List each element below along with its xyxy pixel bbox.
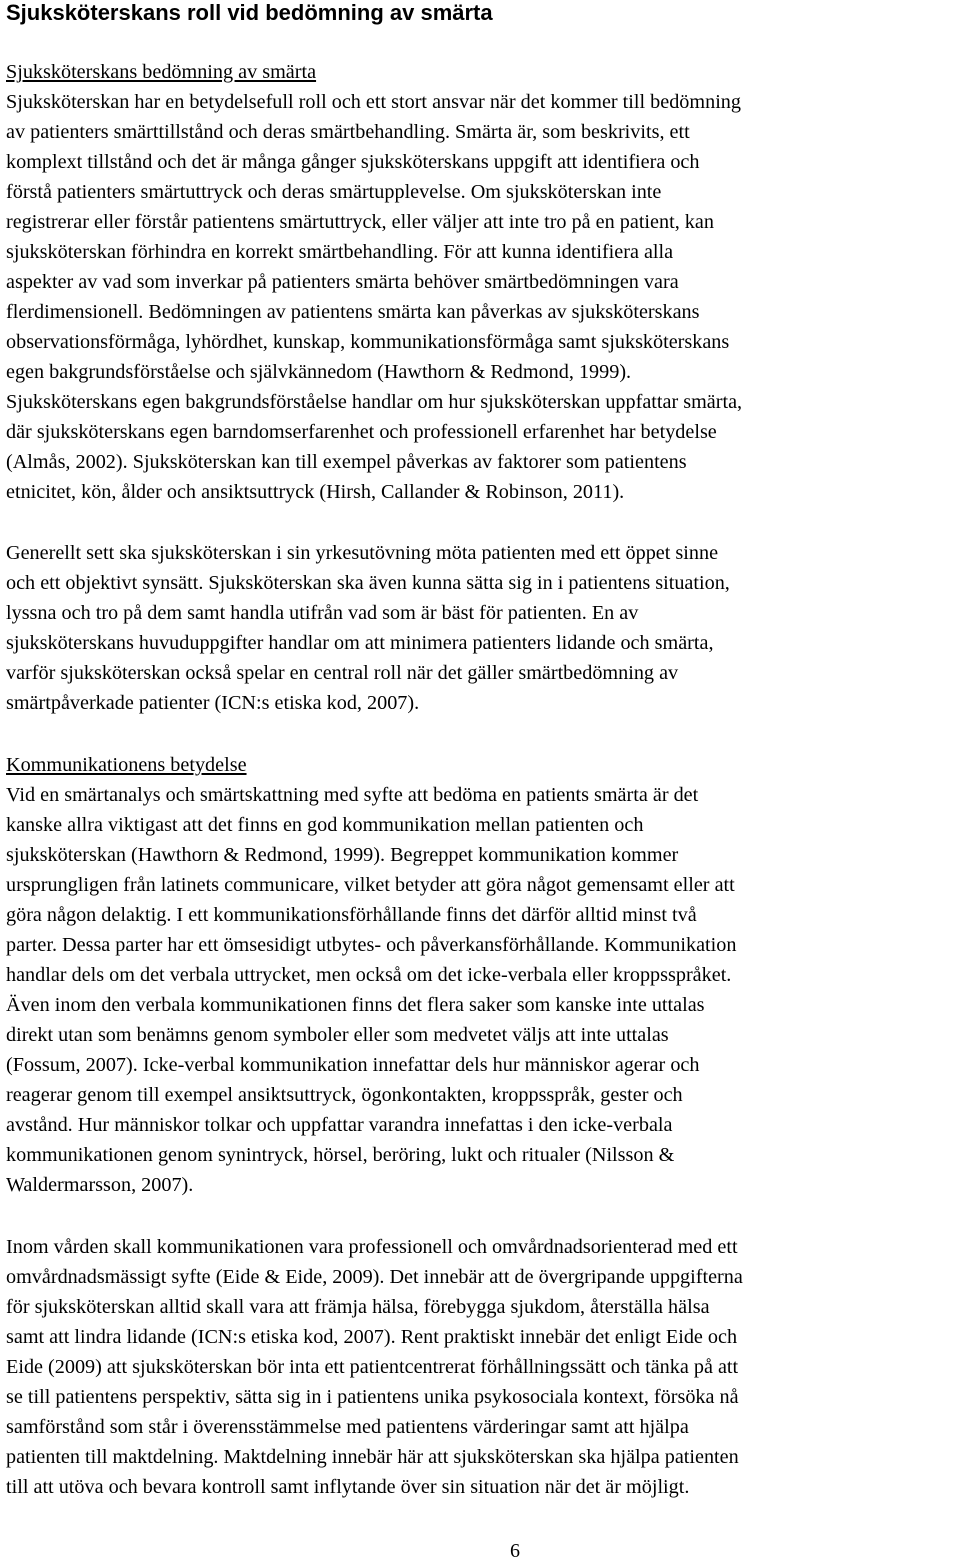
text-line: samförstånd som står i överensstämmelse med patientens värderingar samt att hjälpa bbox=[6, 1416, 689, 1438]
text-line: komplext tillstånd och det är många gånger sjuksköterskans uppgift att identifiera och bbox=[6, 151, 700, 173]
document-title: Sjuksköterskans roll vid bedömning av smärta bbox=[6, 0, 493, 25]
text-line: kanske allra viktigast att det finns en god kommunikation mellan patienten och bbox=[6, 814, 644, 836]
text-line: direkt utan som benämns genom symboler eller som medvetet väljs att inte uttalas bbox=[6, 1024, 669, 1046]
paragraph bbox=[6, 1232, 960, 1502]
text-line: kommunikationen genom synintryck, hörsel, beröring, lukt och ritualer (Nilsson & bbox=[6, 1144, 675, 1166]
text-line: flerdimensionell. Bedömningen av patientens smärta kan påverkas av sjuksköterskans bbox=[6, 301, 700, 323]
text-line: smärtpåverkade patienter (ICN:s etiska kod, 2007). bbox=[6, 692, 420, 714]
text-line: sjuksköterskan (Hawthorn & Redmond, 1999). Begreppet kommunikation kommer bbox=[6, 844, 679, 866]
text-line: etnicitet, kön, ålder och ansiktsuttryck (Hirsh, Callander & Robinson, 2011). bbox=[6, 481, 625, 503]
text-line: varför sjuksköterskan också spelar en central roll när det gäller smärtbedömning av bbox=[6, 662, 679, 684]
text-line: Vid en smärtanalys och smärtskattning med syfte att bedöma en patients smärta är det bbox=[6, 784, 699, 806]
text-line: (Fossum, 2007). Icke-verbal kommunikation innefattar dels hur människor agerar och bbox=[6, 1054, 700, 1076]
text-line: lyssna och tro på dem samt handla utifrån vad som är bäst för patienten. En av bbox=[6, 602, 639, 624]
text-line: Waldermarsson, 2007). bbox=[6, 1174, 194, 1196]
text-line: patienten till maktdelning. Maktdelning innebär här att sjuksköterskan ska hjälpa patienten bbox=[6, 1446, 739, 1468]
section-heading: Sjuksköterskans bedömning av smärta bbox=[6, 61, 317, 83]
text-line: och ett objektivt synsätt. Sjuksköterskan ska även kunna sätta sig in i patientens situation, bbox=[6, 572, 730, 594]
text-line: Sjuksköterskans egen bakgrundsförståelse handlar om hur sjuksköterskan uppfattar smärta, bbox=[6, 391, 743, 413]
text-line: sjuksköterskans huvuduppgifter handlar om att minimera patienters lidande och smärta, bbox=[6, 632, 714, 654]
text-line: Eide (2009) att sjuksköterskan bör inta ett patientcentrerat förhållningssätt och tänka på att bbox=[6, 1356, 739, 1378]
text-line: ursprungligen från latinets communicare, vilket betyder att göra något gemensamt eller att bbox=[6, 874, 735, 896]
paragraph bbox=[6, 780, 960, 1200]
text-line: till att utöva och bevara kontroll samt inflytande över sin situation när det är möjligt. bbox=[6, 1476, 690, 1498]
text-line: observationsförmåga, lyhördhet, kunskap, kommunikationsförmåga samt sjuksköterskans bbox=[6, 331, 730, 353]
text-line: handlar dels om det verbala uttrycket, men också om det icke-verbala eller kroppsspråket. bbox=[6, 964, 732, 986]
text-line: göra någon delaktig. I ett kommunikationsförhållande finns det därför alltid minst två bbox=[6, 904, 697, 926]
text-line: registrerar eller förstår patientens smärtuttryck, eller väljer att inte tro på en patient, kan bbox=[6, 211, 714, 233]
text-line: förstå patienters smärtuttryck och deras smärtupplevelse. Om sjuksköterskan inte bbox=[6, 181, 662, 203]
text-line: Även inom den verbala kommunikationen finns det flera saker som kanske inte uttalas bbox=[6, 994, 705, 1016]
paragraph bbox=[6, 538, 960, 718]
text-line: se till patientens perspektiv, sätta sig in i patientens unika psykosociala kontext, försöka nå bbox=[6, 1386, 739, 1408]
text-line: egen bakgrundsförståelse och självkännedom (Hawthorn & Redmond, 1999). bbox=[6, 361, 632, 383]
section-pain-assessment bbox=[6, 57, 960, 507]
text-line: Inom vården skall kommunikationen vara professionell och omvårdnadsorienterad med ett bbox=[6, 1236, 738, 1258]
text-line: reagerar genom till exempel ansiktsuttryck, ögonkontakten, kroppsspråk, gester och bbox=[6, 1084, 683, 1106]
text-line: parter. Dessa parter har ett ömsesidigt utbytes- och påverkansförhållande. Kommunikation bbox=[6, 934, 737, 956]
text-line: av patienters smärttillstånd och deras smärtbehandling. Smärta är, som beskrivits, ett bbox=[6, 121, 690, 143]
text-line: samt att lindra lidande (ICN:s etiska kod, 2007). Rent praktiskt innebär det enligt Eide och bbox=[6, 1326, 738, 1348]
text-line: omvårdnadsmässigt syfte (Eide & Eide, 2009). Det innebär att de övergripande uppgifterna bbox=[6, 1266, 743, 1288]
text-line: för sjuksköterskan alltid skall vara att främja hälsa, förebygga sjukdom, återställa hälsa bbox=[6, 1296, 710, 1318]
text-line: aspekter av vad som inverkar på patienters smärta behöver smärtbedömningen vara bbox=[6, 271, 679, 293]
paragraph bbox=[6, 87, 960, 507]
text-line: sjuksköterskan förhindra en korrekt smärtbehandling. För att kunna identifiera alla bbox=[6, 241, 674, 263]
section-heading: Kommunikationens betydelse bbox=[6, 754, 247, 776]
text-line: (Almås, 2002). Sjuksköterskan kan till exempel påverkas av faktorer som patientens bbox=[6, 451, 687, 473]
page-number: 6 bbox=[510, 1540, 520, 1562]
text-line: Sjuksköterskan har en betydelsefull roll och ett stort ansvar när det kommer till bedömning bbox=[6, 91, 741, 113]
section-communication bbox=[6, 750, 960, 1200]
text-line: avstånd. Hur människor tolkar och uppfattar varandra innefattas i den icke-verbala bbox=[6, 1114, 673, 1136]
text-line: Generellt sett ska sjuksköterskan i sin yrkesutövning möta patienten med ett öppet sinne bbox=[6, 542, 719, 564]
text-line: där sjuksköterskans egen barndomserfarenhet och professionell erfarenhet har betydelse bbox=[6, 421, 717, 443]
